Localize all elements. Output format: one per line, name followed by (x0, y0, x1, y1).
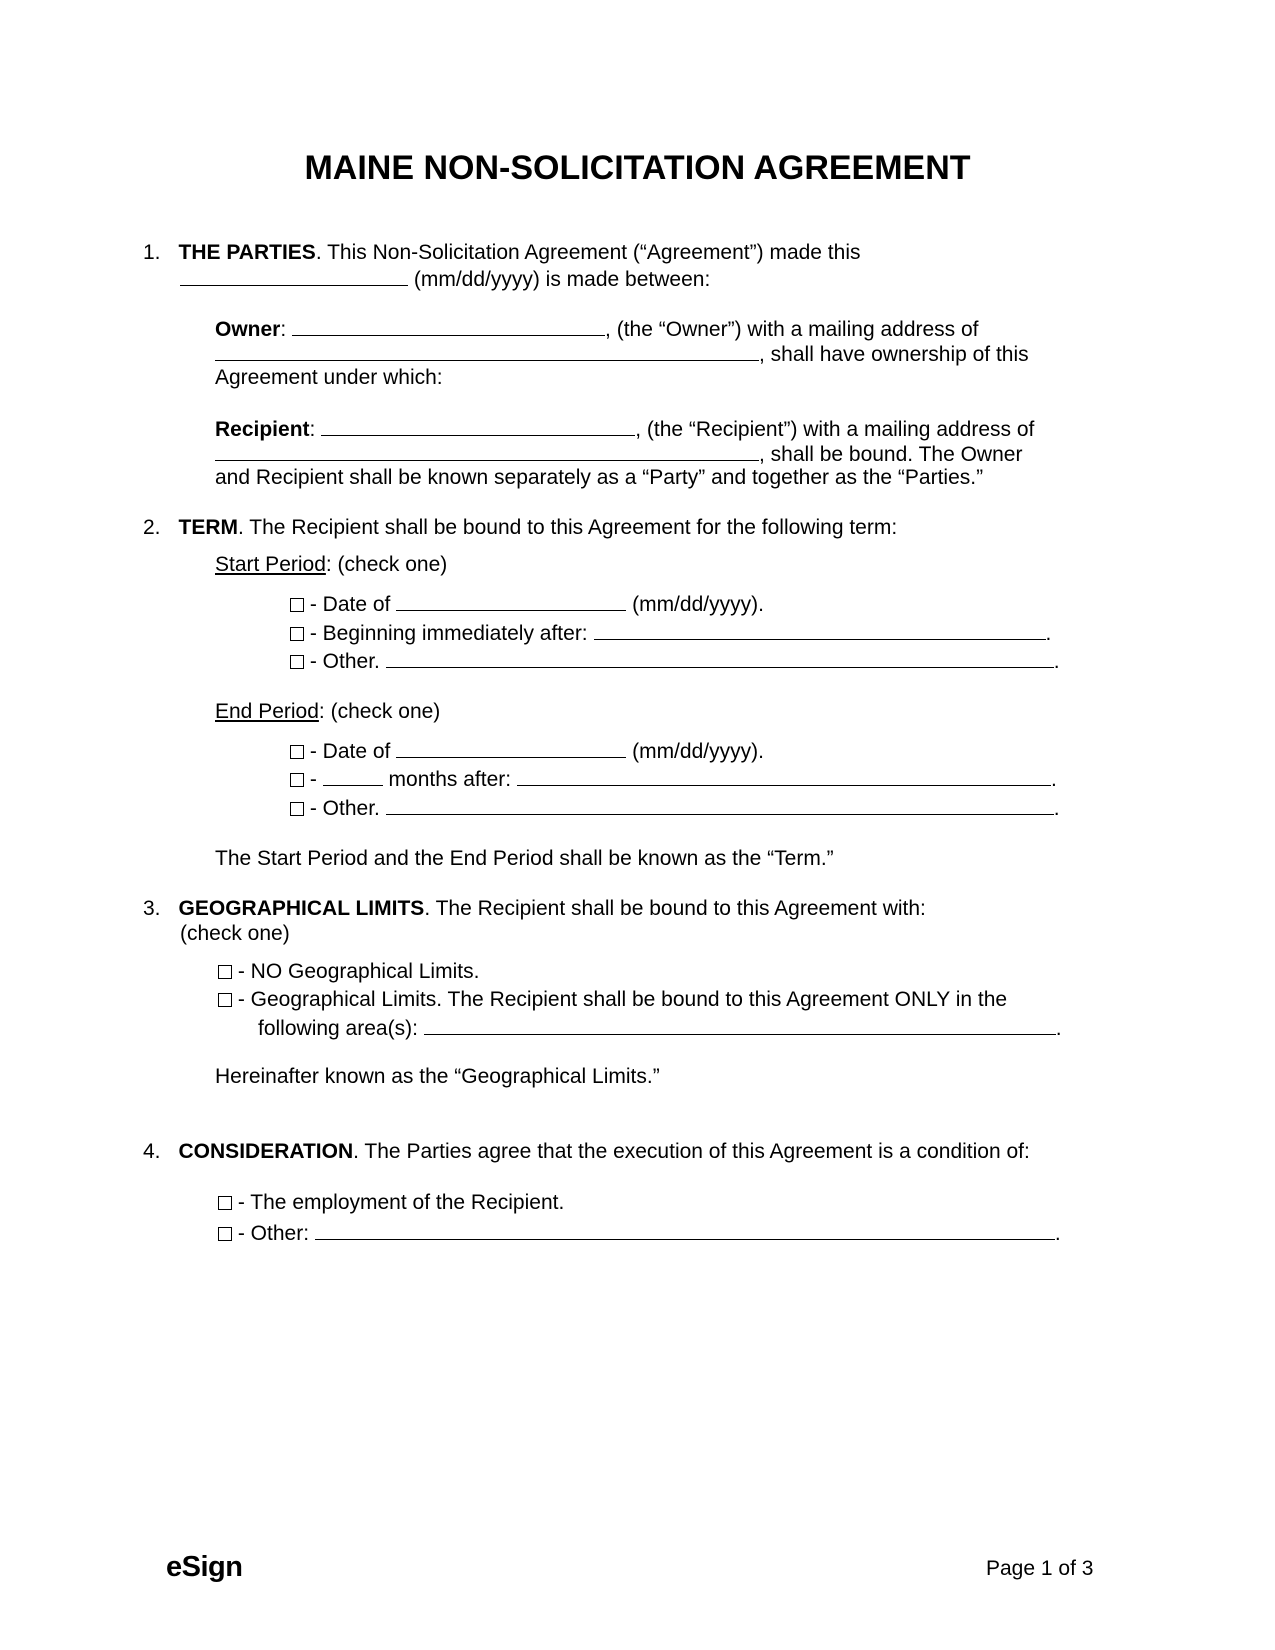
recipient-text: , (the “Recipient”) with a mailing address of (635, 418, 1035, 441)
start-option-date (290, 590, 764, 618)
geo-closing: Hereinafter known as the “Geographical Limits.” (215, 1065, 660, 1088)
owner-text: , (the “Owner”) with a mailing address of (605, 318, 979, 341)
owner-line-3: Agreement under which: (215, 366, 443, 389)
option-text: - NO Geographical Limits. (237, 960, 480, 983)
period: . (1054, 1222, 1061, 1245)
end-period-label: End Period (215, 700, 319, 723)
geo-area-field[interactable] (424, 1014, 1056, 1035)
recipient-line-1: Recipient: , (the “Recipient”) with a mailing address of (215, 415, 1034, 443)
checkbox[interactable] (290, 773, 304, 787)
section-heading: THE PARTIES (178, 241, 316, 264)
period: . (1055, 1017, 1062, 1040)
option-text: - Other: (237, 1222, 310, 1245)
date-format-text: (mm/dd/yyyy). (632, 593, 764, 616)
consideration-option-other (218, 1219, 1061, 1247)
check-one-note: : (check one) (318, 700, 441, 723)
section-heading: TERM (178, 516, 239, 539)
recipient-line-3: and Recipient shall be known separately as a “Party” and together as the “Parties.” (215, 466, 984, 489)
owner-line-1: Owner: , (the “Owner”) with a mailing address of (215, 315, 979, 343)
checkbox[interactable] (290, 745, 304, 759)
checkbox[interactable] (290, 598, 304, 612)
esign-logo: eSign (166, 1551, 243, 1583)
section-number: 3. (143, 897, 161, 920)
owner-label: Owner (215, 318, 281, 341)
check-one-note: : (check one) (325, 553, 448, 576)
geo-check-one-note: (check one) (180, 922, 290, 945)
document-title: MAINE NON-SOLICITATION AGREEMENT (304, 149, 971, 187)
checkbox[interactable] (218, 993, 232, 1007)
checkbox[interactable] (218, 1196, 232, 1210)
owner-address-field[interactable] (215, 340, 759, 361)
section-3-line-1 (143, 896, 926, 922)
page-number: Page 1 of 3 (986, 1557, 1094, 1580)
months-count-field[interactable] (323, 765, 383, 786)
checkbox[interactable] (218, 965, 232, 979)
option-text: - Date of (309, 593, 391, 616)
end-period-heading (215, 699, 440, 725)
start-period-label: Start Period (215, 553, 326, 576)
option-text: - The employment of the Recipient. (237, 1191, 565, 1214)
end-other-field[interactable] (386, 794, 1054, 815)
section-intro: . The Parties agree that the execution of this Agreement is a condition of: (353, 1140, 1030, 1163)
option-text: months after: (388, 768, 512, 791)
start-after-field[interactable] (594, 619, 1046, 640)
date-format-text: (mm/dd/yyyy) is made between: (413, 268, 711, 291)
geo-option-none (218, 959, 479, 985)
recipient-address-field[interactable] (215, 440, 759, 461)
section-2-line-1 (143, 515, 897, 541)
section-intro: . The Recipient shall be bound to this Agreement with: (424, 897, 926, 920)
period: . (1045, 622, 1052, 645)
end-after-field[interactable] (517, 765, 1051, 786)
section-4-line-1 (143, 1139, 1030, 1165)
checkbox[interactable] (290, 802, 304, 816)
option-text: - Date of (309, 740, 391, 763)
recipient-label: Recipient (215, 418, 310, 441)
section-number: 2. (143, 516, 161, 539)
period: . (1053, 650, 1060, 673)
recipient-name-field[interactable] (321, 415, 635, 436)
start-other-field[interactable] (386, 647, 1054, 668)
owner-text-2: , shall have ownership of this (759, 343, 1029, 366)
start-period-heading (215, 552, 447, 578)
option-text: - Geographical Limits. The Recipient shall be bound to this Agreement ONLY in the (237, 988, 1008, 1011)
section-1-line-2 (180, 265, 710, 293)
checkbox[interactable] (290, 627, 304, 641)
start-option-after (290, 619, 1051, 647)
section-heading: GEOGRAPHICAL LIMITS (178, 897, 425, 920)
recipient-line-2 (215, 440, 1022, 468)
period: . (1053, 797, 1060, 820)
consideration-option-employment (218, 1190, 564, 1216)
consideration-other-field[interactable] (315, 1219, 1055, 1240)
start-date-field[interactable] (396, 590, 626, 611)
section-heading: CONSIDERATION (178, 1140, 354, 1163)
section-intro: . This Non-Solicitation Agreement (“Agreement”) made this (315, 241, 861, 264)
owner-name-field[interactable] (292, 315, 605, 336)
option-text: - Other. (309, 650, 380, 673)
section-1-line-1 (143, 240, 861, 266)
checkbox[interactable] (218, 1227, 232, 1241)
section-number: 4. (143, 1140, 161, 1163)
geo-option-limits-cont (258, 1014, 1062, 1042)
term-closing: The Start Period and the End Period shall be known as the “Term.” (215, 847, 834, 870)
date-format-text: (mm/dd/yyyy). (632, 740, 764, 763)
agreement-date-field[interactable] (180, 265, 408, 286)
checkbox[interactable] (290, 655, 304, 669)
option-text: - (309, 768, 317, 791)
end-option-date (290, 737, 764, 765)
geo-option-limits (218, 987, 1007, 1013)
owner-line-2 (215, 340, 1029, 368)
option-text: - Other. (309, 797, 380, 820)
section-number: 1. (143, 241, 161, 264)
end-option-months (290, 765, 1057, 793)
end-date-field[interactable] (396, 737, 626, 758)
end-option-other (290, 794, 1060, 822)
period: . (1050, 768, 1057, 791)
start-option-other (290, 647, 1060, 675)
section-intro: . The Recipient shall be bound to this Agreement for the following term: (238, 516, 898, 539)
recipient-text-2: , shall be bound. The Owner (759, 443, 1023, 466)
option-text: following area(s): (258, 1017, 418, 1040)
option-text: - Beginning immediately after: (309, 622, 588, 645)
